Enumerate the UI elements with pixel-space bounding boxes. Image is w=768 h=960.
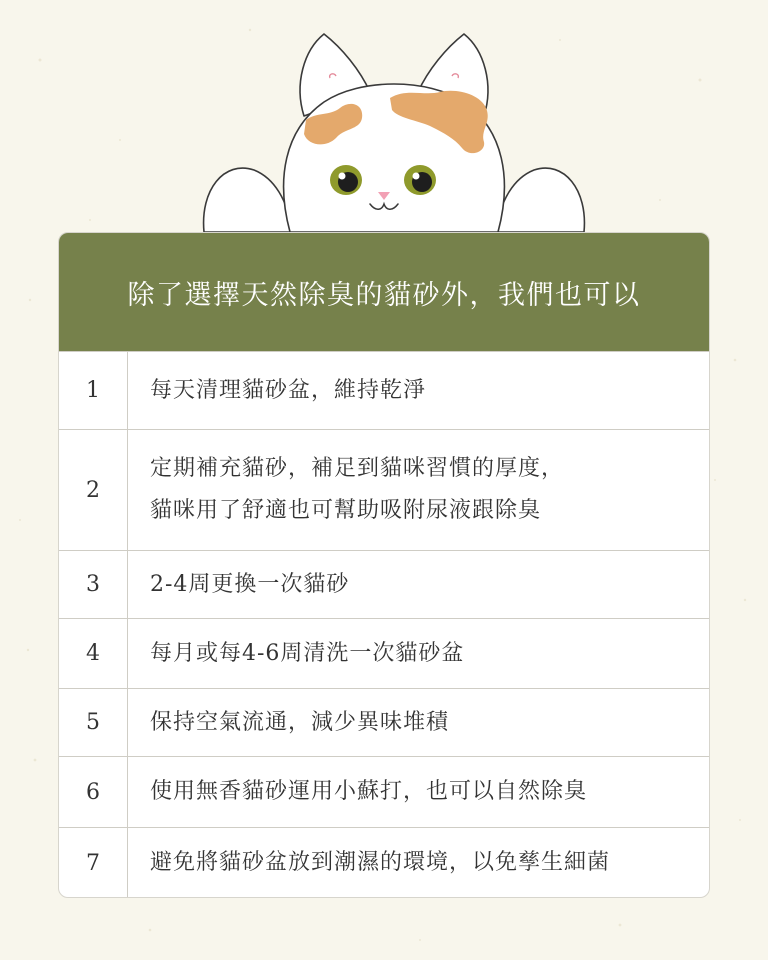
row-text-line: 每天清理貓砂盆，維持乾淨 bbox=[150, 377, 427, 403]
row-text bbox=[128, 828, 709, 898]
row-number: 4 bbox=[59, 619, 128, 688]
row-text-line: 每月或每4-6周清洗一次貓砂盆 bbox=[150, 640, 465, 666]
row-number: 7 bbox=[59, 828, 128, 898]
table-row bbox=[59, 550, 709, 618]
row-text bbox=[128, 757, 709, 827]
row-text-line: 定期補充貓砂，補足到貓咪習慣的厚度， bbox=[150, 456, 565, 481]
table-header bbox=[59, 233, 709, 351]
cat-illustration bbox=[184, 20, 604, 242]
table-row bbox=[59, 429, 709, 550]
row-number: 3 bbox=[59, 551, 128, 618]
row-text bbox=[128, 430, 709, 550]
table-row bbox=[59, 351, 709, 429]
row-text bbox=[128, 551, 709, 618]
row-text bbox=[128, 689, 709, 756]
table-row bbox=[59, 756, 709, 827]
row-number: 2 bbox=[59, 430, 128, 550]
row-text bbox=[128, 619, 709, 688]
table-title: 除了選擇天然除臭的貓砂外，我們也可以 bbox=[127, 279, 641, 311]
table-row bbox=[59, 688, 709, 756]
tips-table bbox=[58, 232, 710, 898]
row-number: 5 bbox=[59, 689, 128, 756]
row-number: 1 bbox=[59, 352, 128, 429]
table-row bbox=[59, 618, 709, 688]
table-row bbox=[59, 827, 709, 898]
row-text-line: 貓咪用了舒適也可幫助吸附尿液跟除臭 bbox=[150, 498, 542, 523]
row-text-line: 2-4周更換一次貓砂 bbox=[150, 571, 350, 597]
row-text-line: 保持空氣流通，減少異味堆積 bbox=[150, 709, 450, 735]
row-text-line: 使用無香貓砂運用小蘇打，也可以自然除臭 bbox=[150, 779, 588, 804]
row-text-line: 避免將貓砂盆放到潮濕的環境，以免孳生細菌 bbox=[150, 850, 611, 875]
row-number: 6 bbox=[59, 757, 128, 827]
row-text bbox=[128, 352, 709, 429]
